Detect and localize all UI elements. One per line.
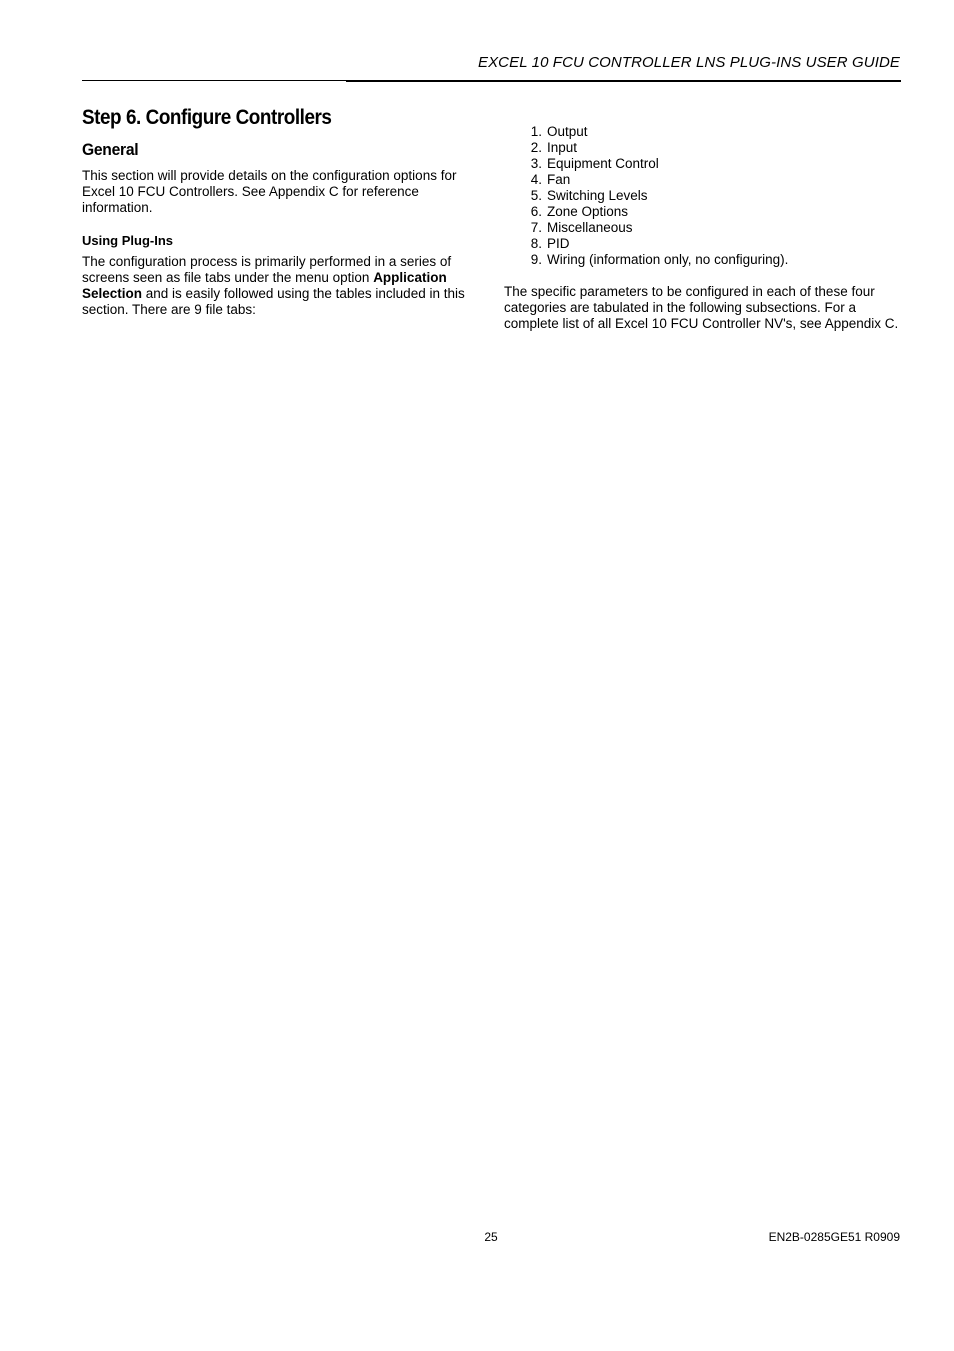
general-paragraph: This section will provide details on the configuration options for Excel 10 FCU Controllers. See Appendix C for reference information. <box>82 168 457 215</box>
list-item <box>504 204 904 220</box>
list-item-number: 5. <box>530 188 542 203</box>
list-item-label: Switching Levels <box>547 188 648 203</box>
header-title: EXCEL 10 FCU CONTROLLER LNS PLUG-INS USER GUIDE <box>477 54 900 71</box>
list-item-label: Equipment Control <box>547 156 659 171</box>
left-column <box>82 106 482 318</box>
step-title: Step 6. Configure Controllers <box>82 106 332 129</box>
file-tabs-list <box>504 124 904 268</box>
list-item-number: 4. <box>530 172 542 187</box>
list-item <box>504 236 904 252</box>
plugins-subhead: Using Plug-Ins <box>82 233 173 248</box>
page-number: 25 <box>484 1230 498 1244</box>
list-item-number: 6. <box>530 204 542 219</box>
list-item-number: 3. <box>530 156 542 171</box>
list-item <box>504 124 904 140</box>
list-item-label: Zone Options <box>547 204 629 219</box>
right-column <box>504 124 904 332</box>
plugins-text-end: and is easily followed using the tables included in this section. There are 9 file tabs: <box>82 286 465 317</box>
general-title: General <box>82 140 139 159</box>
document-code: EN2B-0285GE51 R0909 <box>768 1230 900 1244</box>
list-item-label: Fan <box>547 172 571 187</box>
plugins-text-start: The configuration process is primarily performed in a series of screens seen as file tabs under the menu option <box>82 254 452 285</box>
list-item <box>504 140 904 156</box>
list-item-label: Output <box>547 124 588 139</box>
parameters-paragraph: The specific parameters to be configured in each of these four categories are tabulated in the following subsections. For a complete list of all Excel 10 FCU Controller NV's, see Appendix C. <box>504 284 899 331</box>
list-item <box>504 172 904 188</box>
list-item-label: Wiring (information only, no configuring). <box>547 252 789 267</box>
list-item-label: Miscellaneous <box>547 220 633 235</box>
header-rule-thick <box>346 80 901 82</box>
list-item-number: 2. <box>530 140 542 155</box>
list-item <box>504 220 904 236</box>
list-item-label: PID <box>547 236 570 251</box>
list-item-number: 8. <box>530 236 542 251</box>
application-selection-term: Application Selection <box>82 270 447 301</box>
list-item <box>504 188 904 204</box>
list-item-number: 9. <box>530 252 542 267</box>
list-item <box>504 156 904 172</box>
list-item-number: 1. <box>530 124 542 139</box>
plugins-paragraph <box>82 254 482 318</box>
list-item-number: 7. <box>530 220 542 235</box>
list-item-label: Input <box>547 140 578 155</box>
list-item <box>504 252 904 268</box>
